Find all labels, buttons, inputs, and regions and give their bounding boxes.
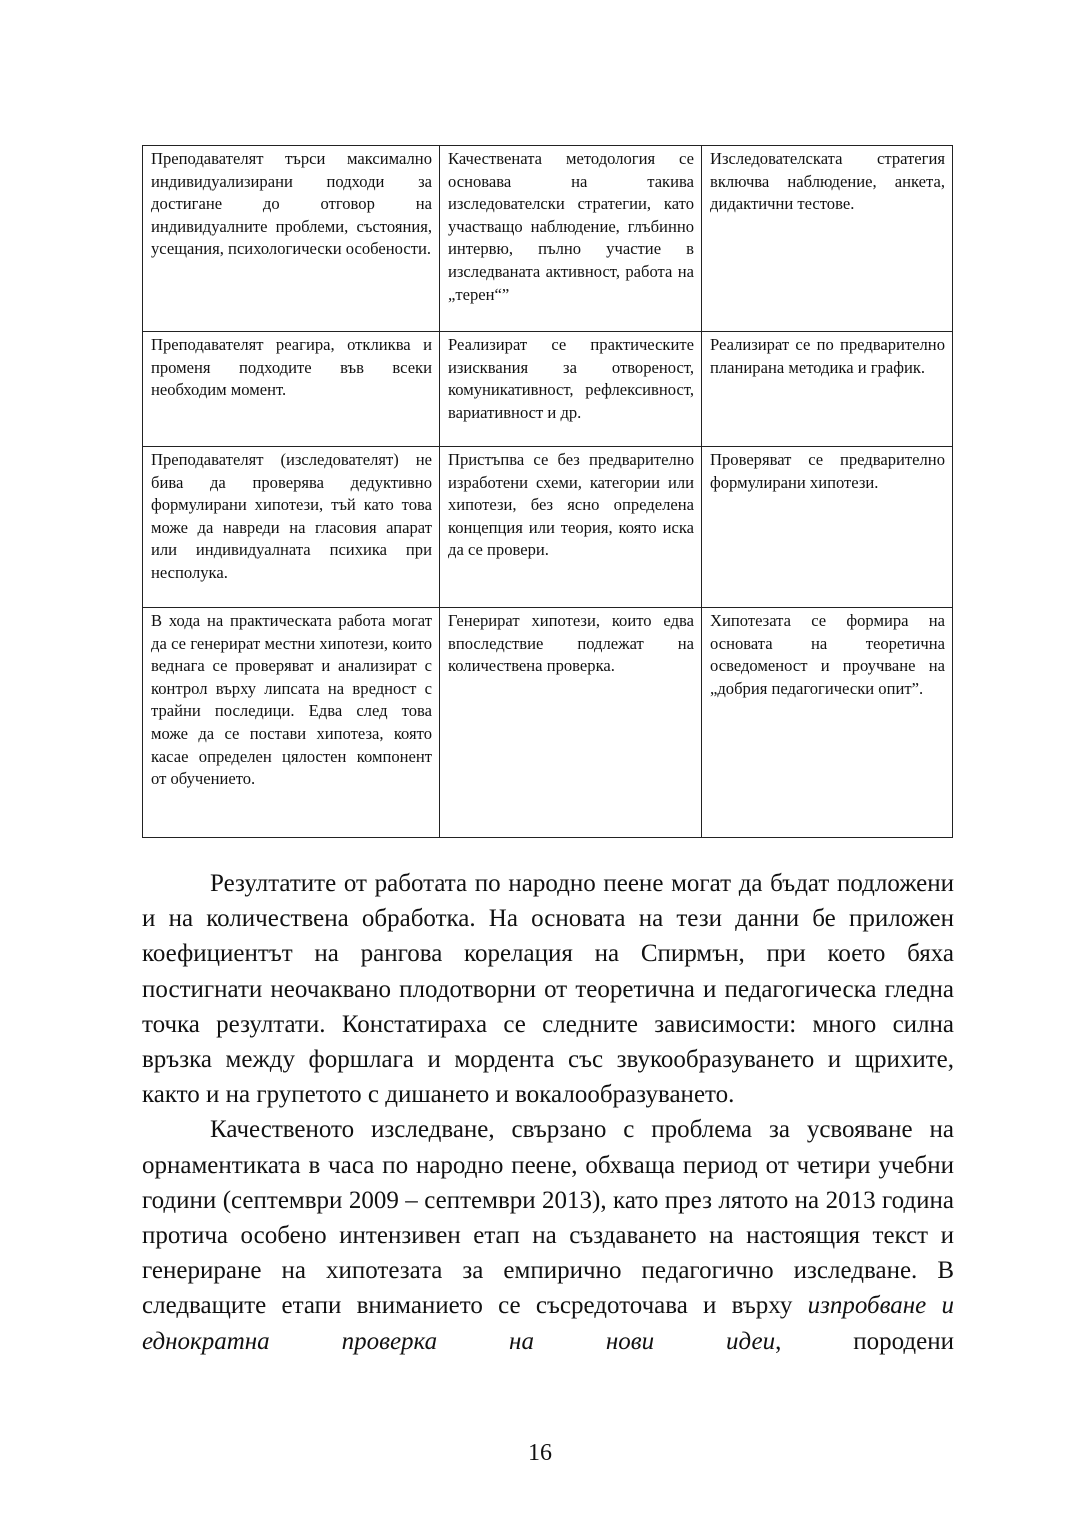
- paragraph-text: Качественото изследване, свързано с проблема за усвояване на орнаментиката в часа по народно пеене, обхваща период от четири учебни години (септември 2009 – септември 2013), като през лятото на 2013 година протича особено интензивен етап на създаването на настоящия текст и генериране на хипотезата за емпирично педагогично изследване. В следващите етапи вниманието се съсредоточава и върху: [142, 1116, 954, 1320]
- italic-phrase: изпробване и еднократна проверка на нови идеи: [142, 1292, 954, 1355]
- table-cell: Преподавателят (изследователят) не бива да проверява дедуктивно формулирани хипотези, тъй като това може да навреди на гласовия апарат или индивидуалната психика при несполука.: [143, 447, 440, 608]
- table-row: [143, 146, 953, 332]
- table-cell: Преподавателят реагира, откликва и променя подходите във всеки необходим момент.: [143, 332, 440, 447]
- page-number: 16: [528, 1440, 552, 1466]
- table-cell: В хода на практическата работа могат да се генерират местни хипотези, които веднага се проверяват и анализират с контрол върху липсата на вредност с трайни последици. Едва след това може да се постави хипотеза, която касае определен цялостен компонент от обучението.: [143, 608, 440, 838]
- table-cell: Преподавателят търси максимално индивидуализирани подходи за достигане до отговор на индивидуалните проблеми, състояния, усещания, психологически особености.: [143, 146, 440, 332]
- table-cell: Качествената методология се основава на такива изследователски стратегии, като участващо наблюдение, глъбинно интервю, пълно участие в изследваната активност, работа на „терен“”: [440, 146, 702, 332]
- comparison-table: [142, 145, 953, 838]
- body-text: [142, 866, 954, 1359]
- paragraph-results: Резултатите от работата по народно пеене могат да бъдат подложени и на количествена обработка. На основата на тези данни бе приложен коефициентът на рангова корелация на Спирмън, при което бяха постигнати неочаквано плодотворни от теоретична и педагогическа гледна точка резултати. Констатираха се следните зависимости: много силна връзка между форшлага и мордента със звукообразуването и щрихите, както и на групетото с дишането и вокалообразуването.: [142, 870, 954, 1109]
- table-row: [143, 447, 953, 608]
- table-row: [143, 608, 953, 838]
- table-cell: Реализират се практическите изисквания за отвореност, комуникативност, рефлексивност, вариативност и др.: [440, 332, 702, 447]
- table-cell: Хипотезата се формира на основата на теоретична осведоменост и проучване на „добрия педагогически опит”.: [702, 608, 953, 838]
- table-cell: Генерират хипотези, които едва впоследствие подлежат на количествена проверка.: [440, 608, 702, 838]
- table-cell: Изследователската стратегия включва наблюдение, анкета, дидактични тестове.: [702, 146, 953, 332]
- table-cell: Пристъпва се без предварително изработени схеми, категории или хипотези, без ясно определена концепция или теория, която иска да се провери.: [440, 447, 702, 608]
- table-row: [143, 332, 953, 447]
- table-cell: Проверяват се предварително формулирани хипотези.: [702, 447, 953, 608]
- paragraph-qualitative-study: [142, 1112, 954, 1358]
- table-cell: Реализират се по предварително планирана методика и график.: [702, 332, 953, 447]
- paragraph-text-end: , породени: [775, 1327, 954, 1355]
